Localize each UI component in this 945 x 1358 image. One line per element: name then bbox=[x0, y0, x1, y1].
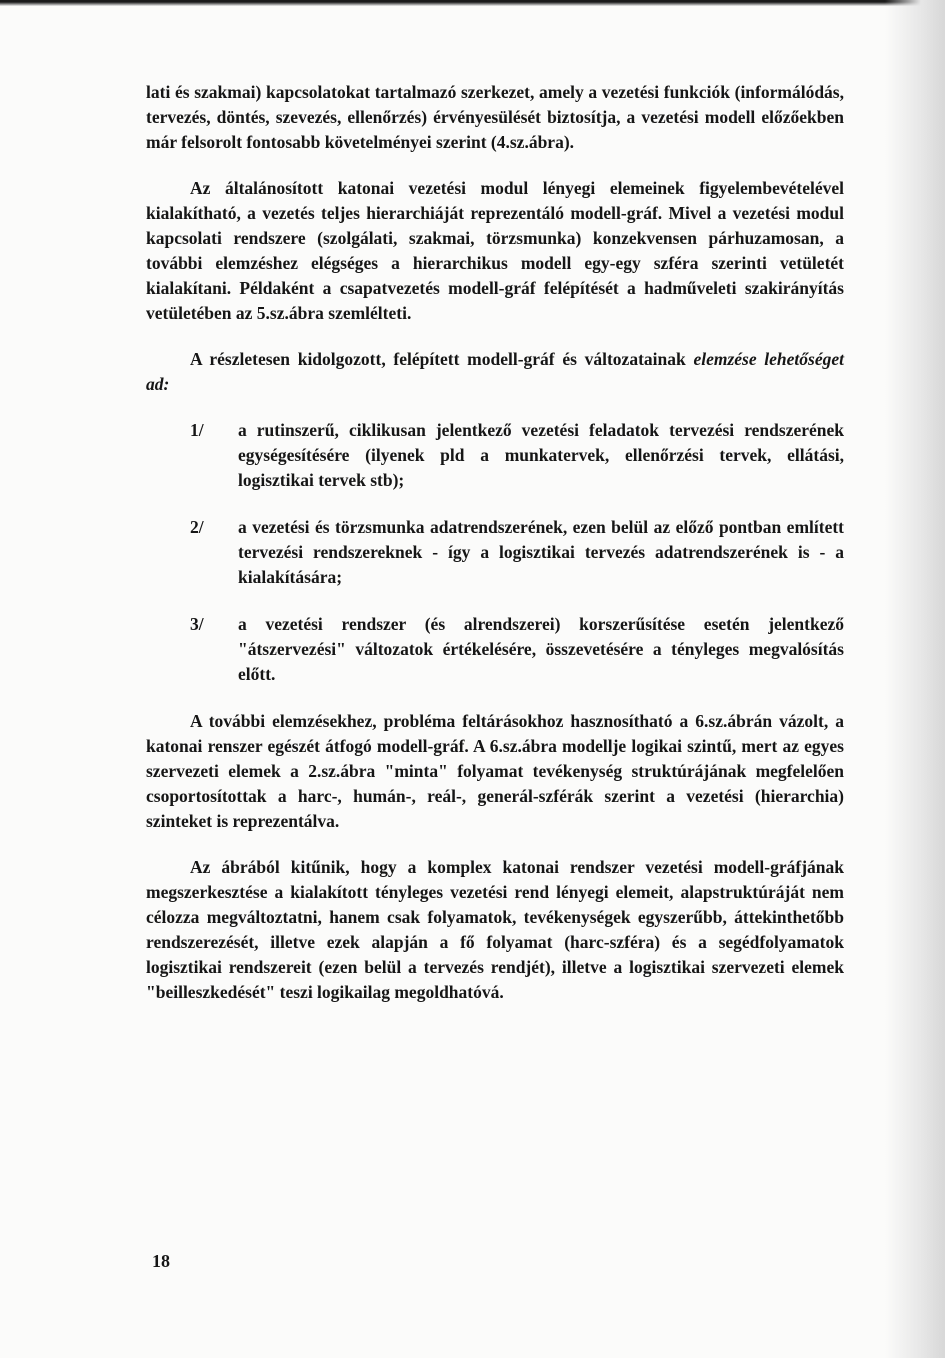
list-number: 3/ bbox=[190, 614, 204, 634]
body-text bbox=[146, 80, 844, 1026]
numbered-list bbox=[146, 418, 844, 687]
paragraph-3-text: A részletesen kidolgozott, felépített modell-gráf és változatainak bbox=[190, 349, 686, 369]
list-item bbox=[146, 515, 844, 590]
list-text: a vezetési és törzsmunka adatrendszerének, ezen belül az előző pontban említett tervezési rendszereknek - így a logisztikai tervezés adatrendszerének is - a kialakítására; bbox=[238, 517, 844, 587]
list-number: 1/ bbox=[190, 420, 204, 440]
list-text: a vezetési rendszer (és alrendszerei) korszerűsítése esetén jelentkező "átszervezési" változatok értékelésére, összevetésére a tényleges megvalósítás előtt. bbox=[238, 614, 844, 684]
paragraph-4: A további elemzésekhez, probléma feltárásokhoz hasznosítható a 6.sz.ábrán vázolt, a katonai renszer egészét átfogó modell-gráf. A 6.sz.ábra modellje logikai szintű, mert az egyes szervezeti elemek a 2.sz.ábra "minta" folyamat tevékenység struktúrájának megfelelően csoportosítottak a harc-, humán-, reál-, generál-szférák szerint a vezetési (hierarchia) szinteket is reprezentálva. bbox=[146, 711, 844, 831]
paragraph-5: Az ábrából kitűnik, hogy a komplex katonai rendszer vezetési modell-gráfjának megszerkesztése a kialakított tényleges vezetési rend lényegi elemeit, alapstruktúráját nem célozza megváltoztatni, hanem csak folyamatok, tevékenységek egyszerűbb, áttekinthetőbb rendszerezését, illetve ezek alapján a fő folyamat (harc-szféra) és a segédfolyamatok logisztikai rendszereit (ezen belül a tervezés rendjét), illetve a logisztikai szervezeti elemek "beilleszkedését" teszi logikailag megoldhatóvá. bbox=[146, 857, 844, 1002]
page-number: 18 bbox=[152, 1251, 170, 1271]
paragraph-1: lati és szakmai) kapcsolatokat tartalmazó szerkezet, amely a vezetési funkciók (informálódás, tervezés, döntés, szevezés, ellenőrzés) érvényesülését biztosítja, a vezetési modell előzőekben már felsorolt fontosabb követelményei szerint (4.sz.ábra). bbox=[146, 82, 844, 152]
paragraph-3 bbox=[146, 347, 844, 397]
list-item bbox=[146, 418, 844, 493]
paragraph-2: Az általánosított katonai vezetési modul lényegi elemeinek figyelembevételével kialakítható, a vezetés teljes hierarchiáját reprezentáló modell-gráf. Mivel a vezetési modul kapcsolati rendszere (szolgálati, szakmai, törzsmunka) konzekvensen párhuzamosan, a további elemzéshez elégséges a hierarchikus modell egy-egy szféra szerinti vetületét kialakítani. Példaként a csapatvezetés modell-gráf felépítését a hadműveleti szakirányítás vetületében az 5.sz.ábra szemlélteti. bbox=[146, 178, 844, 323]
top-border bbox=[0, 0, 945, 6]
list-item bbox=[146, 612, 844, 687]
page-edge-shadow bbox=[885, 0, 945, 1358]
paragraph-3-emphasis: elemzése lehetőséget ad: bbox=[146, 349, 844, 394]
list-text: a rutinszerű, ciklikusan jelentkező vezetési feladatok tervezési rendszerének egységesítésére (ilyenek pld a munkatervek, ellenőrzési tervek, ellátási, logisztikai tervek stb); bbox=[238, 420, 844, 490]
list-number: 2/ bbox=[190, 517, 204, 537]
